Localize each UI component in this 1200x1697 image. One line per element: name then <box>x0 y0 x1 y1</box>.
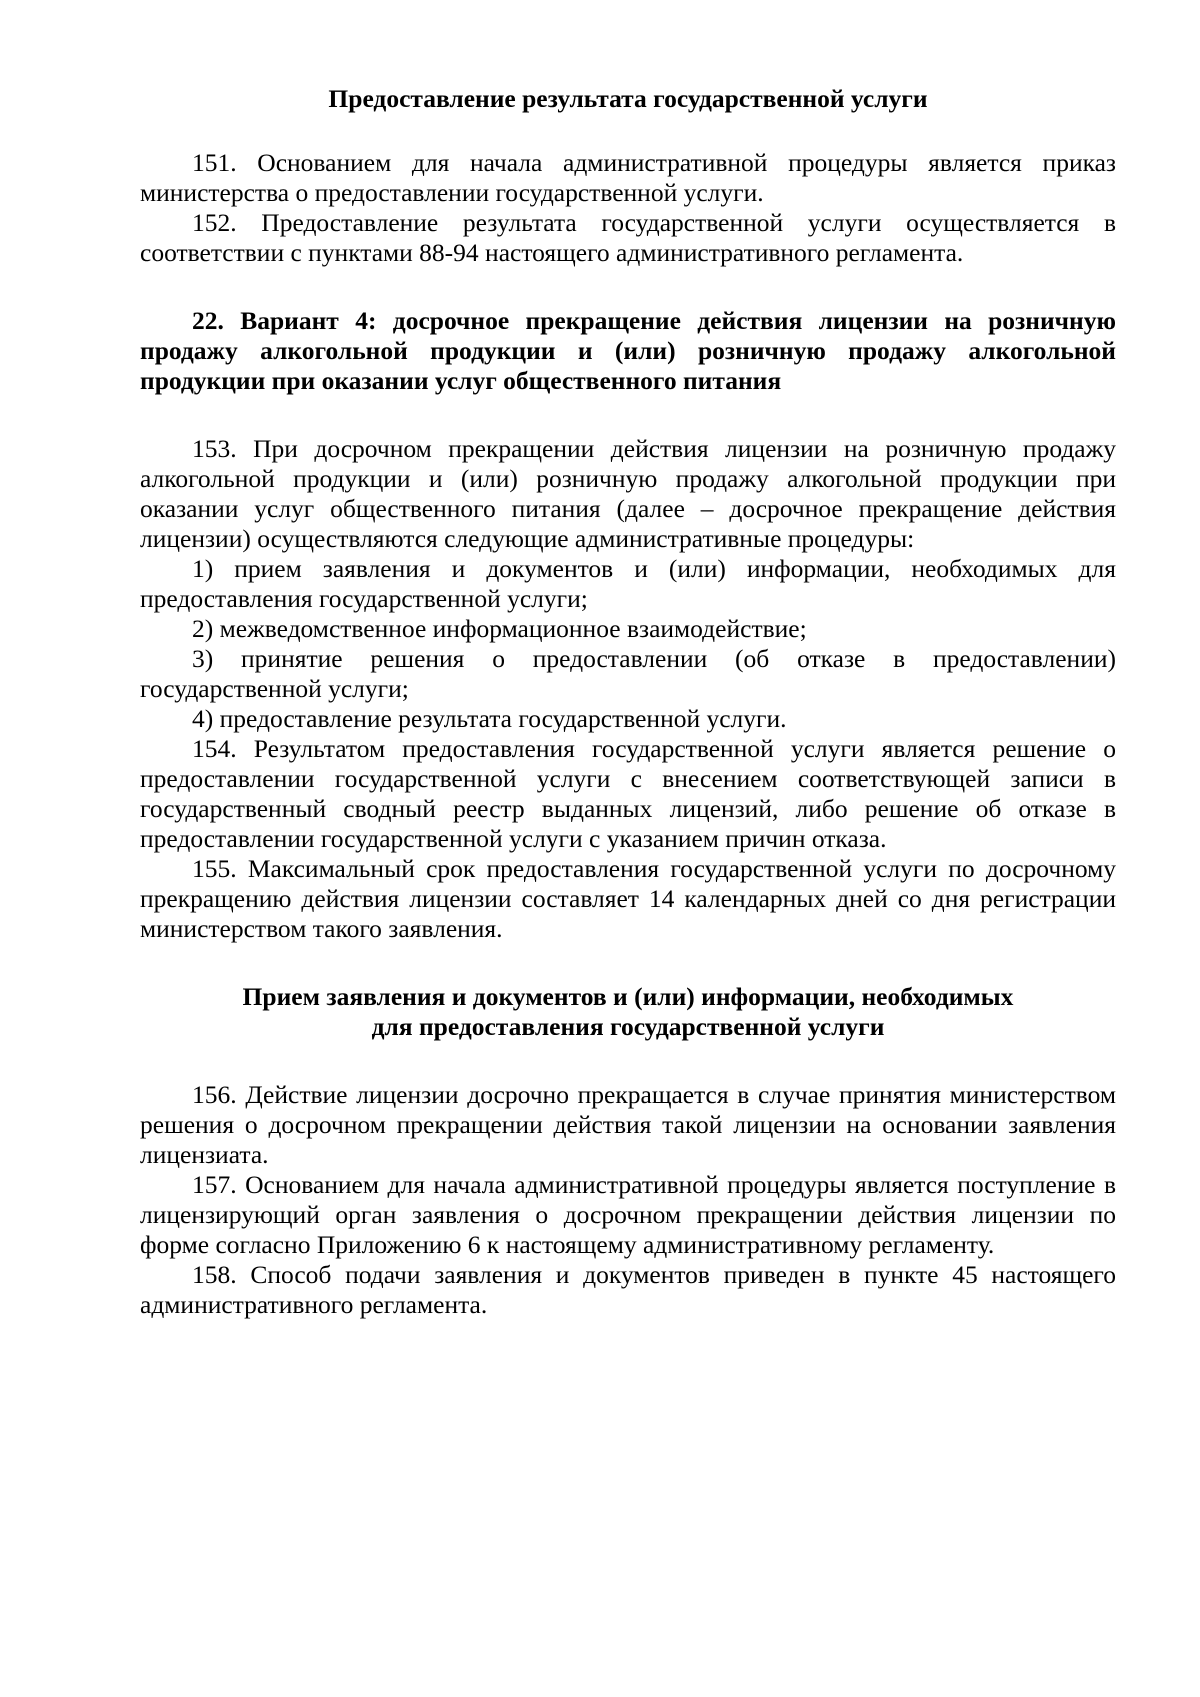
paragraph-151: 151. Основанием для начала административной процедуры является приказ министерства о предоставлении государственной услуги. <box>140 148 1116 207</box>
paragraph-155: 155. Максимальный срок предоставления государственной услуги по досрочному прекращению действия лицензии составляет 14 календарных дней со дня регистрации министерством такого заявления. <box>140 854 1116 943</box>
list-item-4: 4) предоставление результата государственной услуги. <box>192 704 787 733</box>
section-heading-variant-4: 22. Вариант 4: досрочное прекращение действия лицензии на розничную продажу алкогольной продукции и (или) розничную продажу алкогольной продукции при оказании услуг общественного питания <box>140 306 1116 395</box>
section-heading-result: Предоставление результата государственной услуги <box>328 84 928 113</box>
section-heading-application-line2: для предоставления государственной услуги <box>371 1012 885 1041</box>
list-item-2: 2) межведомственное информационное взаимодействие; <box>192 614 807 643</box>
paragraph-158: 158. Способ подачи заявления и документов приведен в пункте 45 настоящего административного регламента. <box>140 1260 1116 1319</box>
paragraph-156: 156. Действие лицензии досрочно прекращается в случае принятия министерством решения о досрочном прекращении действия такой лицензии на основании заявления лицензиата. <box>140 1080 1116 1169</box>
section-heading-application-line1: Прием заявления и документов и (или) информации, необходимых <box>242 982 1014 1011</box>
list-item-3: 3) принятие решения о предоставлении (об отказе в предоставлении) государственной услуги; <box>140 644 1116 703</box>
paragraph-152: 152. Предоставление результата государственной услуги осуществляется в соответствии с пунктами 88-94 настоящего административного регламента. <box>140 208 1116 267</box>
document-page <box>140 84 1116 1320</box>
paragraph-157: 157. Основанием для начала административной процедуры является поступление в лицензирующий орган заявления о досрочном прекращении действия лицензии по форме согласно Приложению 6 к настоящему административному регламенту. <box>140 1170 1116 1259</box>
list-item-1: 1) прием заявления и документов и (или) информации, необходимых для предоставления государственной услуги; <box>140 554 1116 613</box>
paragraph-154: 154. Результатом предоставления государственной услуги является решение о предоставлении государственной услуги с внесением соответствующей записи в государственный сводный реестр выданных лицензий, либо решение об отказе в предоставлении государственной услуги с указанием причин отказа. <box>140 734 1116 853</box>
paragraph-153: 153. При досрочном прекращении действия лицензии на розничную продажу алкогольной продукции и (или) розничную продажу алкогольной продукции при оказании услуг общественного питания (далее – досрочное прекращение действия лицензии) осуществляются следующие административные процедуры: <box>140 434 1116 553</box>
